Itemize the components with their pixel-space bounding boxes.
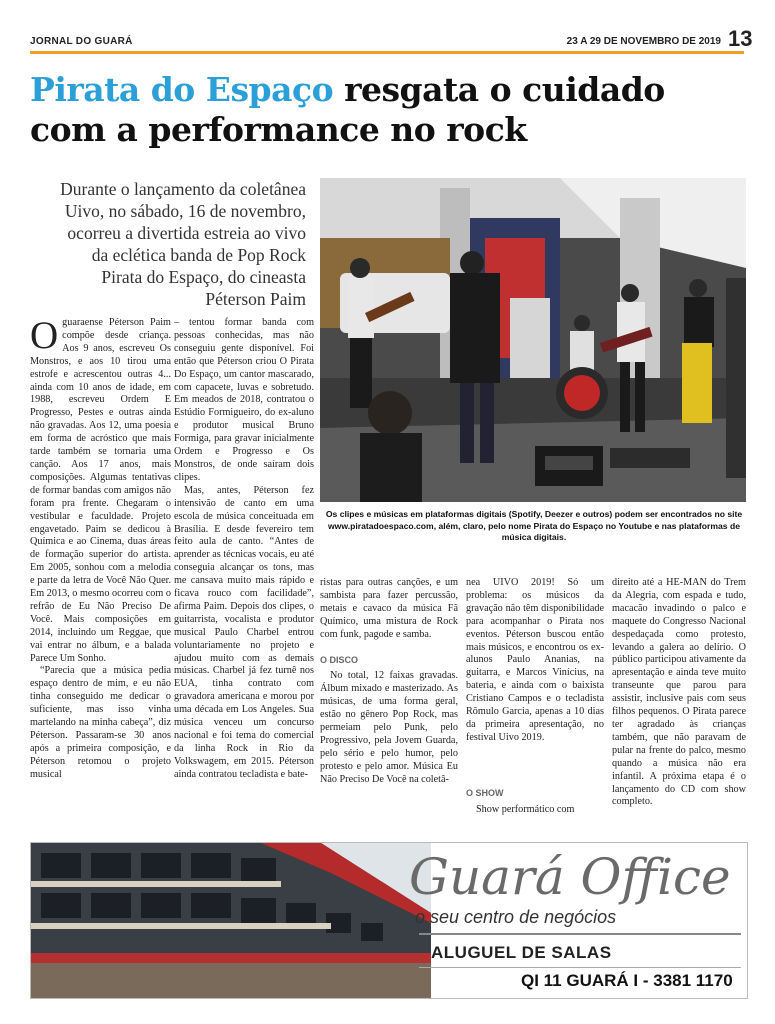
ad-address: QI 11 GUARÁ I - 3381 1170 <box>521 971 733 990</box>
article-column-2 <box>174 317 314 782</box>
dropcap: O <box>30 314 59 357</box>
lead-paragraph: Durante o lançamento da coletânea Uivo, no sábado, 16 de novembro, ocorreu a divertida estreia ao vivo da eclética banda de Pop Rock Pirata do Espaço, do cineasta Péterson Paim <box>60 179 306 309</box>
ad-rule-2 <box>419 967 741 968</box>
issue-date: 23 A 29 DE NOVEMBRO DE 2019 <box>566 36 721 47</box>
article-paragraph: Show performático com <box>476 803 575 815</box>
headline <box>30 70 750 150</box>
article-paragraph: Mas, antes, Péterson fez intensivão de canto em uma escola de música conceituada em Brasília. E desde fevereiro tem feito aula de canto. “Antes de aprender as técnicas vocais, eu até conseguia alcançar os tons, mas me cansava muito mais rápido e ficava rouco com facilidade”, afirma Paim. Depois dos clipes, o guitarrista, vocalista e produtor musical Paulo Charbel entrou voluntariamente no projeto e ajudou muito com as demais músicas. Charbel já fez turnê nos EUA, tinha contrato com gravadora americana e morou por uma década em Los Angeles. Sua música venceu um concurso nacional e foi tema do comercial da linha Rock in Rio da Volkswagem, em 2015. Péterson ainda contratou tecladista e bate- <box>174 484 314 780</box>
newspaper-name: JORNAL DO GUARÁ <box>30 36 133 47</box>
ad-tagline: o seu centro de negócios <box>415 907 617 927</box>
ad-headline: ALUGUEL DE SALAS <box>431 943 612 962</box>
article-paragraph: – tentou formar banda com pessoas conhecidas, mas não conseguiu gente disponível. Foi então que Péterson criou O Pirata Do Espaço, um cantor mascarado, com capacete, luvas e sobretudo. Em meados de 2018, contratou o Estúdio Formigueiro, do ex-aluno e produtor musical Bruno Formiga, para gravar inicialmente Ordem e Progresso e Os Monstros, de onde saíram dois clipes. <box>174 317 314 483</box>
article-column-3 <box>320 577 458 787</box>
article-paragraph: “Parecia que a música pedia espaço dentro de mim, e eu não tinha conseguido me dedicar o suficiente, mas isso vinha martelando na minha cabeça”, diz Péterson. Passaram-se 30 anos após a primeira composição, e Péterson retomou o projeto musical <box>30 665 171 780</box>
article-column-1 <box>30 314 171 782</box>
article-paragraph: No total, 12 faixas gravadas. Álbum mixado e masterizado. As músicas, de uma forma geral, estão no gênero Pop Rock, mas permeiam pelo Punk, pelo Progressivo, pela Jovem Guarda, pelo sério e pelo humor, pelo protesto e pelo amor. Música Eu Não Preciso De Você na coletâ- <box>320 670 458 785</box>
building-illustration <box>31 843 431 998</box>
concert-photo <box>320 178 746 502</box>
article-column-5 <box>612 577 746 809</box>
advertisement <box>30 842 748 999</box>
article-paragraph: Oguaraense Péterson Paim compõe desde criança. Aos 9 anos, escreveu Os Monstros, e aos 10 tirou uma estrofe e acrescentou outras 4... ainda com 10 anos de idade, em 1988, escreveu Ordem E Progresso, Pestes e outras ainda não gravadas. Aos 12, uma poesia em forma de acróstico que mais tarde também se tornaria uma canção. Aos 17 anos, mais composições. Algumas tentativas de formar bandas com amigos não foram pra frente. Chegaram o vestibular e faculdade. Projeto engavetado. Paim se dedicou à Química e ao Cinema, duas áreas de formação superior do artista. Em 2005, sonhou com a melodia e parte da letra de Você Não Quer. Em 2013, o mesmo ocorreu com o refrão de Eu Não Preciso De Você. Mais composições em 2014, incluindo um Reggae, que vai entrar no álbum, e a balada Parece Um Sonho. <box>30 314 171 664</box>
article-column-4 <box>466 577 604 817</box>
article-paragraph: direito até a HE-MAN do Trem da Alegria, com espada e tudo, macacão invadindo o palco e maquete do Congresso Nacional despedaçada como protesto, levando a galera ao delírio. O público participou ativamente da apresentação e ainda teve muito transeunte que parou para assistir, inclusive pais com seus filhos pequenos. O Pirata parece ter agradado às crianças também, que não paravam de pular na frente do palco, mesmo quando a música não era infantil. A próxima etapa é o lançamento do CD com show completo. <box>612 577 746 808</box>
photo-caption: Os clipes e músicas em plataformas digitais (Spotify, Deezer e outros) podem ser encontrados no site www.piratadoespaco.com, além, claro, pelo nome Pirata do Espaço no Youtube e nas plataformas de música digitais. <box>325 509 743 542</box>
ad-brand: Guará Office <box>409 848 731 906</box>
article-paragraph: nea UIVO 2019! Só um problema: os músicos da gravação não têm disponibilidade para acompanhar o Pirata nos eventos. Péterson buscou então mais músicos, e encontrou os ex-alunos Paulo Ananias, na guitarra, e Marcos Vinícius, na bateria, e ainda com o baixista Cristiano Campos e o tecladista Rômulo Garcia, apenas a 10 dias da primeira apresentação, no festival Uivo 2019. <box>466 577 604 743</box>
concert-photo-illustration <box>320 178 746 502</box>
header-rule <box>30 51 744 54</box>
headline-highlight: Pirata do Espaço <box>30 70 334 109</box>
section-heading-show: O SHOW <box>466 787 504 798</box>
section-heading-disco: O DISCO <box>320 654 359 665</box>
ad-rule <box>419 933 741 935</box>
article-paragraph: ristas para outras canções, e um sambista para fazer percussão, metais e cavaco da música Fã Químico, uma mistura de Rock com funk, pagode e samba. <box>320 577 458 640</box>
page-number: 13 <box>728 26 753 51</box>
headline-rest: resgata o cuidado com a performance no rock <box>30 70 665 149</box>
